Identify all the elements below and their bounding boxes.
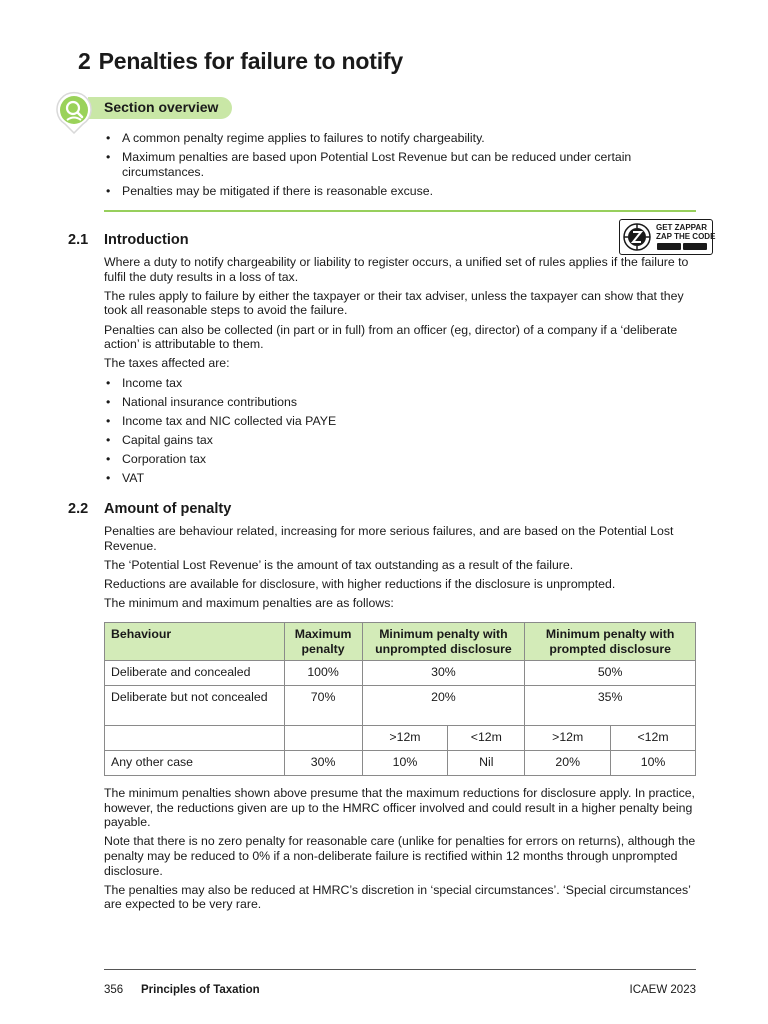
table-row	[105, 686, 696, 726]
paragraph: The minimum and maximum penalties are as follows:	[104, 596, 394, 611]
header-maximum-penalty: Maximum penalty	[284, 623, 362, 661]
overview-divider	[104, 210, 696, 212]
list-item: • VAT	[104, 471, 704, 486]
publisher-year: ICAEW 2023	[629, 984, 696, 996]
book-title: Principles of Taxation	[141, 984, 260, 996]
page-number: 356	[104, 984, 124, 996]
section-overview-magnifier-icon	[54, 90, 94, 134]
section-overview-label: Section overview	[104, 99, 219, 115]
section-title-amount: Amount of penalty	[104, 501, 232, 517]
list-item: • Corporation tax	[104, 452, 704, 467]
table-header-row	[105, 623, 696, 661]
cell-unprompted-over-12m: >12m	[362, 726, 448, 751]
table-row	[105, 661, 696, 686]
cell-prompted-under-12m: <12m	[611, 726, 696, 751]
cell-prompted-under-12m: 10%	[611, 751, 696, 776]
section-number-amount: 2.2	[68, 501, 89, 517]
paragraph: The rules apply to failure by either the taxpayer or their tax adviser, unless the taxpayer can show that they took all reasonable steps to avoid the failure.	[104, 288, 684, 318]
cell-behaviour: Any other case	[105, 751, 285, 776]
cell-unprompted-over-12m: 10%	[362, 751, 448, 776]
cell-prompted: 50%	[525, 661, 696, 686]
taxes-affected-list	[104, 376, 704, 486]
cell-maximum: 30%	[284, 751, 362, 776]
overview-bullet-list	[104, 131, 694, 203]
cell-prompted: 35%	[525, 686, 696, 726]
list-item: • National insurance contributions	[104, 395, 704, 410]
footer-divider	[104, 969, 696, 970]
cell-unprompted: 20%	[362, 686, 525, 726]
paragraph: The minimum penalties shown above presume that the maximum reductions for disclosure apply. In practice, however, the reductions given are up to the HMRC officer involved and could result in a higher penalty being payable.	[104, 786, 695, 830]
chapter-title-text: Penalties for failure to notify	[98, 48, 403, 74]
table-row	[105, 751, 696, 776]
app-store-badge-icon	[657, 243, 681, 250]
penalty-table	[104, 622, 696, 776]
section-number-intro: 2.1	[68, 232, 89, 248]
overview-bullet: • A common penalty regime applies to failures to notify chargeability.	[104, 131, 694, 146]
paragraph: Where a duty to notify chargeability or liability to register occurs, a unified set of rules applies if the failure to fulfil the duty results in a loss of tax.	[104, 255, 689, 284]
cell-behaviour: Deliberate and concealed	[105, 661, 285, 686]
zappar-line-2: ZAP THE CODE	[656, 232, 716, 241]
paragraph: Penalties are behaviour related, increasing for more serious failures, and are based on the Potential Lost Revenue.	[104, 524, 674, 553]
zappar-logo-icon	[623, 223, 651, 251]
cell-maximum: 100%	[284, 661, 362, 686]
header-unprompted: Minimum penalty with unprompted disclosure	[362, 623, 525, 661]
table-row	[105, 726, 696, 751]
chapter-title	[78, 48, 403, 75]
cell-unprompted-under-12m: Nil	[448, 751, 525, 776]
overview-bullet: • Maximum penalties are based upon Potential Lost Revenue but can be reduced under certain circumstances.	[104, 150, 694, 179]
cell-empty	[105, 726, 285, 751]
paragraph: The taxes affected are:	[104, 356, 230, 371]
chapter-number: 2	[78, 48, 91, 74]
paragraph: Penalties can also be collected (in part or in full) from an officer (eg, director) of a company if a ‘deliberate action’ is attributable to them.	[104, 322, 678, 352]
header-behaviour: Behaviour	[105, 623, 285, 661]
list-item: • Income tax	[104, 376, 704, 391]
intro-body	[104, 255, 704, 490]
google-play-badge-icon	[683, 243, 707, 250]
paragraph: The penalties may also be reduced at HMRC’s discretion in ‘special circumstances’. ‘Special circumstances’ are expected to be very rare.	[104, 882, 691, 912]
header-prompted: Minimum penalty with prompted disclosure	[525, 623, 696, 661]
paragraph: Note that there is no zero penalty for reasonable care (unlike for penalties for errors on returns), although the penalty may be reduced to 0% if a non-deliberate failure is rectified within 12 months through unprompted disclosure.	[104, 834, 696, 878]
zappar-line-1: GET ZAPPAR	[656, 223, 707, 232]
cell-unprompted: 30%	[362, 661, 525, 686]
section-title-intro: Introduction	[104, 232, 189, 248]
cell-maximum: 70%	[284, 686, 362, 726]
zappar-code-badge[interactable]	[619, 219, 716, 255]
cell-empty	[284, 726, 362, 751]
paragraph: Reductions are available for disclosure, with higher reductions if the disclosure is unprompted.	[104, 576, 616, 591]
cell-prompted-over-12m: 20%	[525, 751, 611, 776]
paragraph: The ‘Potential Lost Revenue’ is the amount of tax outstanding as a result of the failure.	[104, 557, 574, 572]
list-item: • Income tax and NIC collected via PAYE	[104, 414, 704, 429]
amount-body	[104, 524, 704, 615]
post-table-body	[104, 786, 704, 917]
cell-unprompted-under-12m: <12m	[448, 726, 525, 751]
cell-behaviour: Deliberate but not concealed	[105, 686, 285, 726]
cell-prompted-over-12m: >12m	[525, 726, 611, 751]
list-item: • Capital gains tax	[104, 433, 704, 448]
overview-bullet: • Penalties may be mitigated if there is reasonable excuse.	[104, 184, 694, 199]
